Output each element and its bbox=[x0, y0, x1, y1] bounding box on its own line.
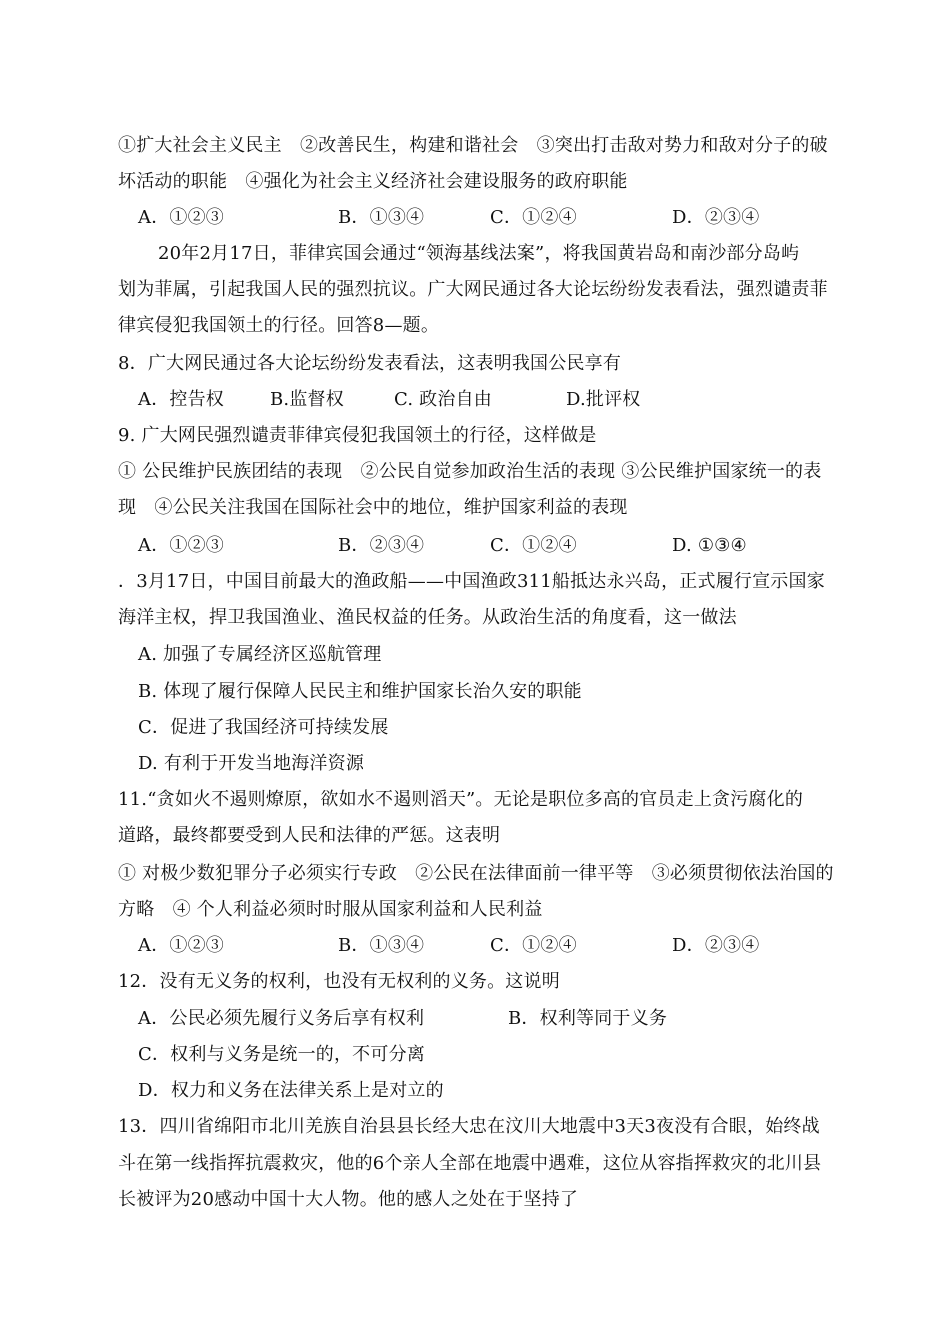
option-d: D. 有利于开发当地海洋资源 bbox=[138, 753, 365, 774]
text-line: ①扩大社会主义民主 ②改善民生，构建和谐社会 ③突出打击敌对势力和敌对分子的破 bbox=[118, 135, 828, 156]
text-line: 长被评为20感动中国十大人物。他的感人之处在于坚持了 bbox=[118, 1189, 579, 1210]
option-d: D.批评权 bbox=[566, 389, 641, 410]
question-13: 13．四川省绵阳市北川羌族自治县县长经大忠在汶川大地震中3天3夜没有合眼，始终战 bbox=[118, 1116, 820, 1137]
option-b: B. 体现了履行保障人民民主和维护国家长治久安的职能 bbox=[138, 681, 582, 702]
option-d: D. ①③④ bbox=[672, 535, 747, 556]
text-line: 20年2月17日，菲律宾国会通过“领海基线法案”，将我国黄岩岛和南沙部分岛屿 bbox=[158, 243, 800, 264]
option-c: C．①②④ bbox=[490, 935, 577, 956]
option-a: A．①②③ bbox=[138, 535, 224, 556]
question-12: 12．没有无义务的权利，也没有无权利的义务。这说明 bbox=[118, 971, 560, 992]
option-c: C. 政治自由 bbox=[394, 389, 492, 410]
option-a: A. 加强了专属经济区巡航管理 bbox=[138, 644, 382, 665]
option-d: D．权力和义务在法律关系上是对立的 bbox=[138, 1080, 444, 1101]
text-line: 海洋主权，捍卫我国渔业、渔民权益的任务。从政治生活的角度看，这一做法 bbox=[118, 607, 737, 628]
option-c: C．权利与义务是统一的，不可分离 bbox=[138, 1044, 425, 1065]
text-line: 现 ④公民关注我国在国际社会中的地位，维护国家利益的表现 bbox=[118, 497, 628, 518]
option-b: B．①③④ bbox=[338, 935, 425, 956]
question-11: 11.“贪如火不遏则燎原，欲如水不遏则滔天”。无论是职位多高的官员走上贪污腐化的 bbox=[118, 789, 804, 810]
text-line: 道路，最终都要受到人民和法律的严惩。这表明 bbox=[118, 825, 501, 846]
text-line: ① 对极少数犯罪分子必须实行专政 ②公民在法律面前一律平等 ③必须贯彻依法治国的 bbox=[118, 863, 834, 884]
text-line: 划为菲属，引起我国人民的强烈抗议。广大网民通过各大论坛纷纷发表看法，强烈谴责菲 bbox=[118, 279, 828, 300]
option-c: C．促进了我国经济可持续发展 bbox=[138, 717, 389, 738]
option-b: B．①③④ bbox=[338, 207, 425, 228]
option-c: C．①②④ bbox=[490, 535, 577, 556]
option-d: D．②③④ bbox=[672, 935, 760, 956]
option-a: A．①②③ bbox=[138, 935, 224, 956]
text-line: 斗在第一线指挥抗震救灾，他的6个亲人全部在地震中遇难，这位从容指挥救灾的北川县 bbox=[118, 1153, 822, 1174]
text-line: 方略 ④ 个人利益必须时时服从国家利益和人民利益 bbox=[118, 899, 543, 920]
option-b: B.监督权 bbox=[270, 389, 344, 410]
question-8: 8．广大网民通过各大论坛纷纷发表看法，这表明我国公民享有 bbox=[118, 353, 622, 374]
option-b: B．权利等同于义务 bbox=[508, 1008, 668, 1029]
question-9: 9. 广大网民强烈谴责菲律宾侵犯我国领土的行径，这样做是 bbox=[118, 425, 597, 446]
option-c: C．①②④ bbox=[490, 207, 577, 228]
option-b: B．②③④ bbox=[338, 535, 425, 556]
question-10: ．3月17日，中国目前最大的渔政船——中国渔政311船抵达永兴岛，正式履行宣示国家 bbox=[118, 571, 825, 592]
text-line: ① 公民维护民族团结的表现 ②公民自觉参加政治生活的表现 ③公民维护国家统一的表 bbox=[118, 461, 822, 482]
option-d: D．②③④ bbox=[672, 207, 760, 228]
option-a: A．①②③ bbox=[138, 207, 224, 228]
text-line: 律宾侵犯我国领土的行径。回答8—题。 bbox=[118, 315, 440, 336]
text-line: 坏活动的职能 ④强化为社会主义经济社会建设服务的政府职能 bbox=[118, 171, 628, 192]
option-a: A．控告权 bbox=[138, 389, 224, 410]
option-a: A．公民必须先履行义务后享有权利 bbox=[138, 1008, 425, 1029]
